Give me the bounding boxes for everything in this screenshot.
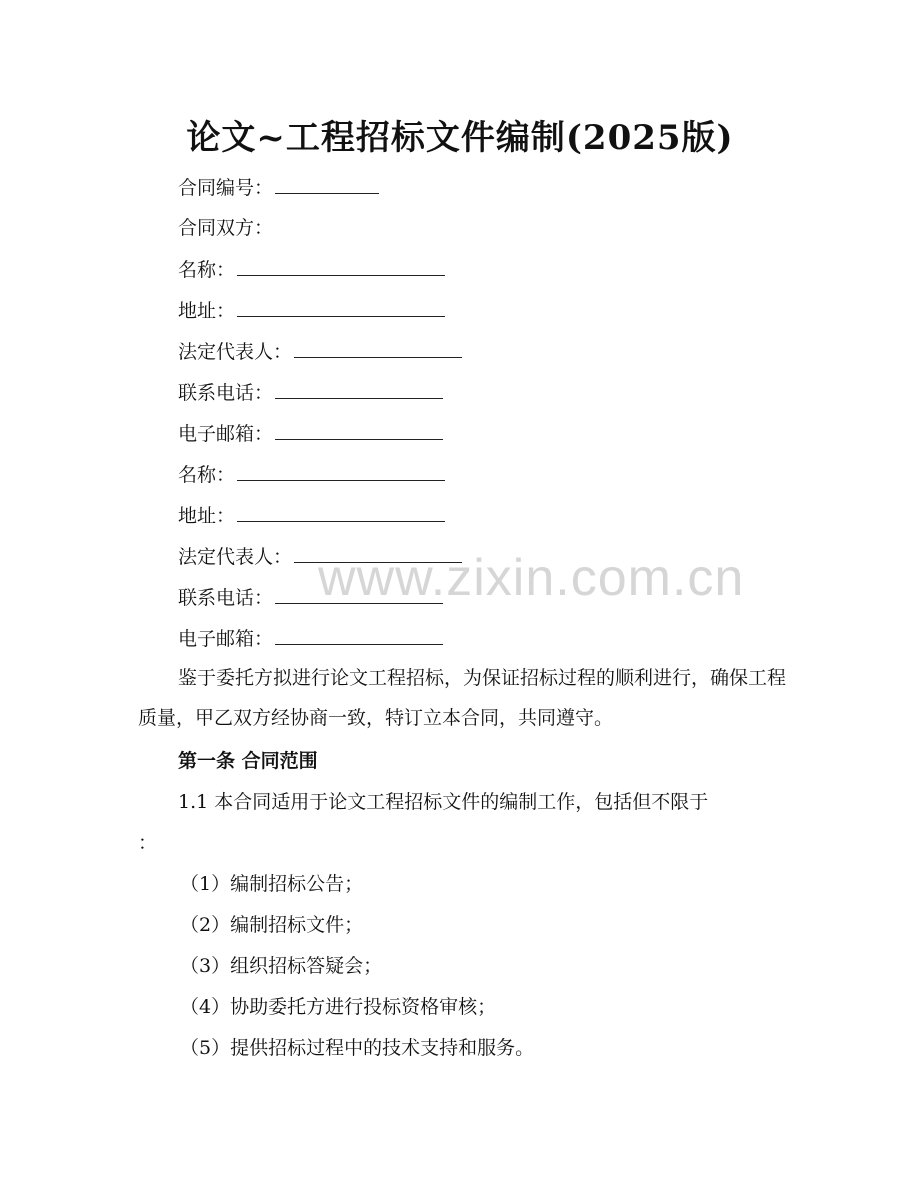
list-item: （3）组织招标答疑会； [180, 955, 383, 977]
field-email-b [178, 626, 443, 651]
field-label: 法定代表人： [178, 341, 293, 363]
field-email-a [178, 421, 443, 446]
field-label: 名称： [178, 464, 236, 486]
fill-in-blank [275, 380, 443, 399]
fill-in-blank [275, 175, 379, 194]
clause-1-1: 1.1 本合同适用于论文工程招标文件的编制工作，包括但不限于 [178, 791, 709, 813]
field-name-a [178, 257, 445, 282]
intro-paragraph: 鉴于委托方拟进行论文工程招标，为保证招标过程的顺利进行，确保工程质量，甲乙双方经协商一致，特订立本合同，共同遵守。 [138, 667, 787, 729]
fill-in-blank [237, 462, 445, 481]
section-heading: 第一条 合同范围 [178, 750, 318, 772]
field-representative-b [178, 544, 462, 569]
field-label: 联系电话： [178, 382, 274, 404]
field-address-a [178, 298, 445, 323]
fill-in-blank [275, 585, 443, 604]
field-parties [178, 216, 273, 240]
field-representative-a [178, 339, 462, 364]
field-label: 地址： [178, 300, 236, 322]
fill-in-blank [294, 339, 462, 358]
list-item: （2）编制招标文件； [180, 914, 364, 936]
fill-in-blank [275, 421, 443, 440]
fill-in-blank [237, 257, 445, 276]
field-phone-a [178, 380, 443, 405]
clause-1-1-tail: ： [138, 832, 158, 854]
field-label: 名称： [178, 259, 236, 281]
watermark: www.zixin.com.cn [318, 549, 745, 607]
field-label: 合同编号： [178, 177, 274, 199]
document-title: 论文~工程招标文件编制(2025版) [186, 118, 734, 158]
field-address-b [178, 503, 445, 528]
list-item: （1）编制招标公告； [180, 873, 364, 895]
fill-in-blank [237, 503, 445, 522]
list-item: （5）提供招标过程中的技术支持和服务。 [180, 1037, 535, 1059]
field-label: 电子邮箱： [178, 628, 274, 650]
field-label: 电子邮箱： [178, 423, 274, 445]
fill-in-blank [294, 544, 462, 563]
field-phone-b [178, 585, 443, 610]
field-label: 联系电话： [178, 587, 274, 609]
fill-in-blank [237, 298, 445, 317]
field-label: 合同双方： [178, 217, 274, 239]
list-item: （4）协助委托方进行投标资格审核； [180, 996, 497, 1018]
field-label: 法定代表人： [178, 546, 293, 568]
field-name-b [178, 462, 445, 487]
fill-in-blank [275, 626, 443, 645]
field-label: 地址： [178, 505, 236, 527]
field-contract-number [178, 175, 379, 200]
